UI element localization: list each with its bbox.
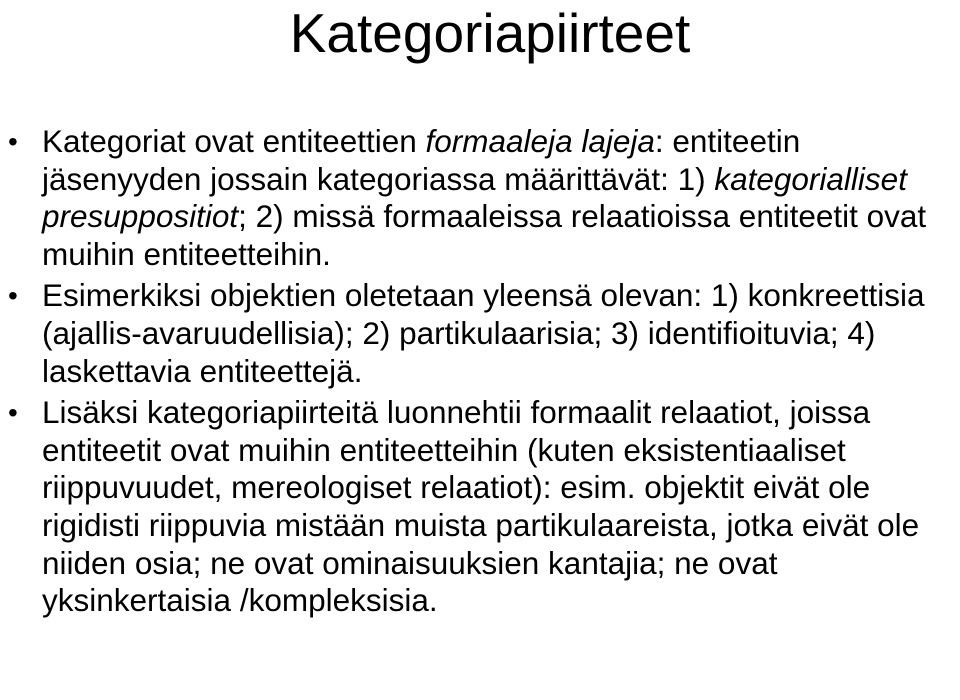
bullet-dot-icon: • (8, 126, 18, 157)
bullet-dot-icon: • (8, 397, 18, 429)
bullet-item (8, 394, 952, 620)
bullet-text-segment: Kategoriat ovat entiteettien (42, 123, 426, 159)
bullet-text-italic-segment: formaaleja lajeja (425, 123, 655, 159)
bullet-item (8, 277, 952, 390)
bullet-item (8, 123, 952, 273)
bullet-text-segment: : entiteetin jäsenyyden jossain kategoriassa määrittävät: 1) (42, 123, 801, 197)
bullet-text-segment: Esimerkiksi objektien oletetaan yleensä olevan: 1) konkreettisia (ajallis-avaruudellisia); 2) partikulaarisia; 3) identifioituvia; 4) laskettavia entiteettejä. (42, 277, 925, 389)
bullet-list (8, 123, 952, 624)
slide-title: Kategoriapiirteet (289, 2, 691, 64)
bullet-text-segment: ; 2) missä formaaleissa relaatioissa entiteetit ovat muihin entiteetteihin. (42, 198, 927, 272)
bullet-text-italic-segment: kategorialliset presuppositiot (42, 160, 907, 235)
bullet-text-segment: Lisäksi kategoriapiirteitä luonnehtii formaalit relaatiot, joissa entiteetit ovat muihin entiteetteihin (kuten eksistentiaaliset riippuvuudet, mereologiset relaatiot): esim. objektit eivät ole rigidisti riippuvia mistään muista partikulaareista, jotka eivät ole niiden osia; ne ovat ominaisuuksien kantajia; ne ovat yksinkertaisia /kompleksisia. (42, 394, 920, 619)
bullet-dot-icon: • (8, 280, 18, 312)
